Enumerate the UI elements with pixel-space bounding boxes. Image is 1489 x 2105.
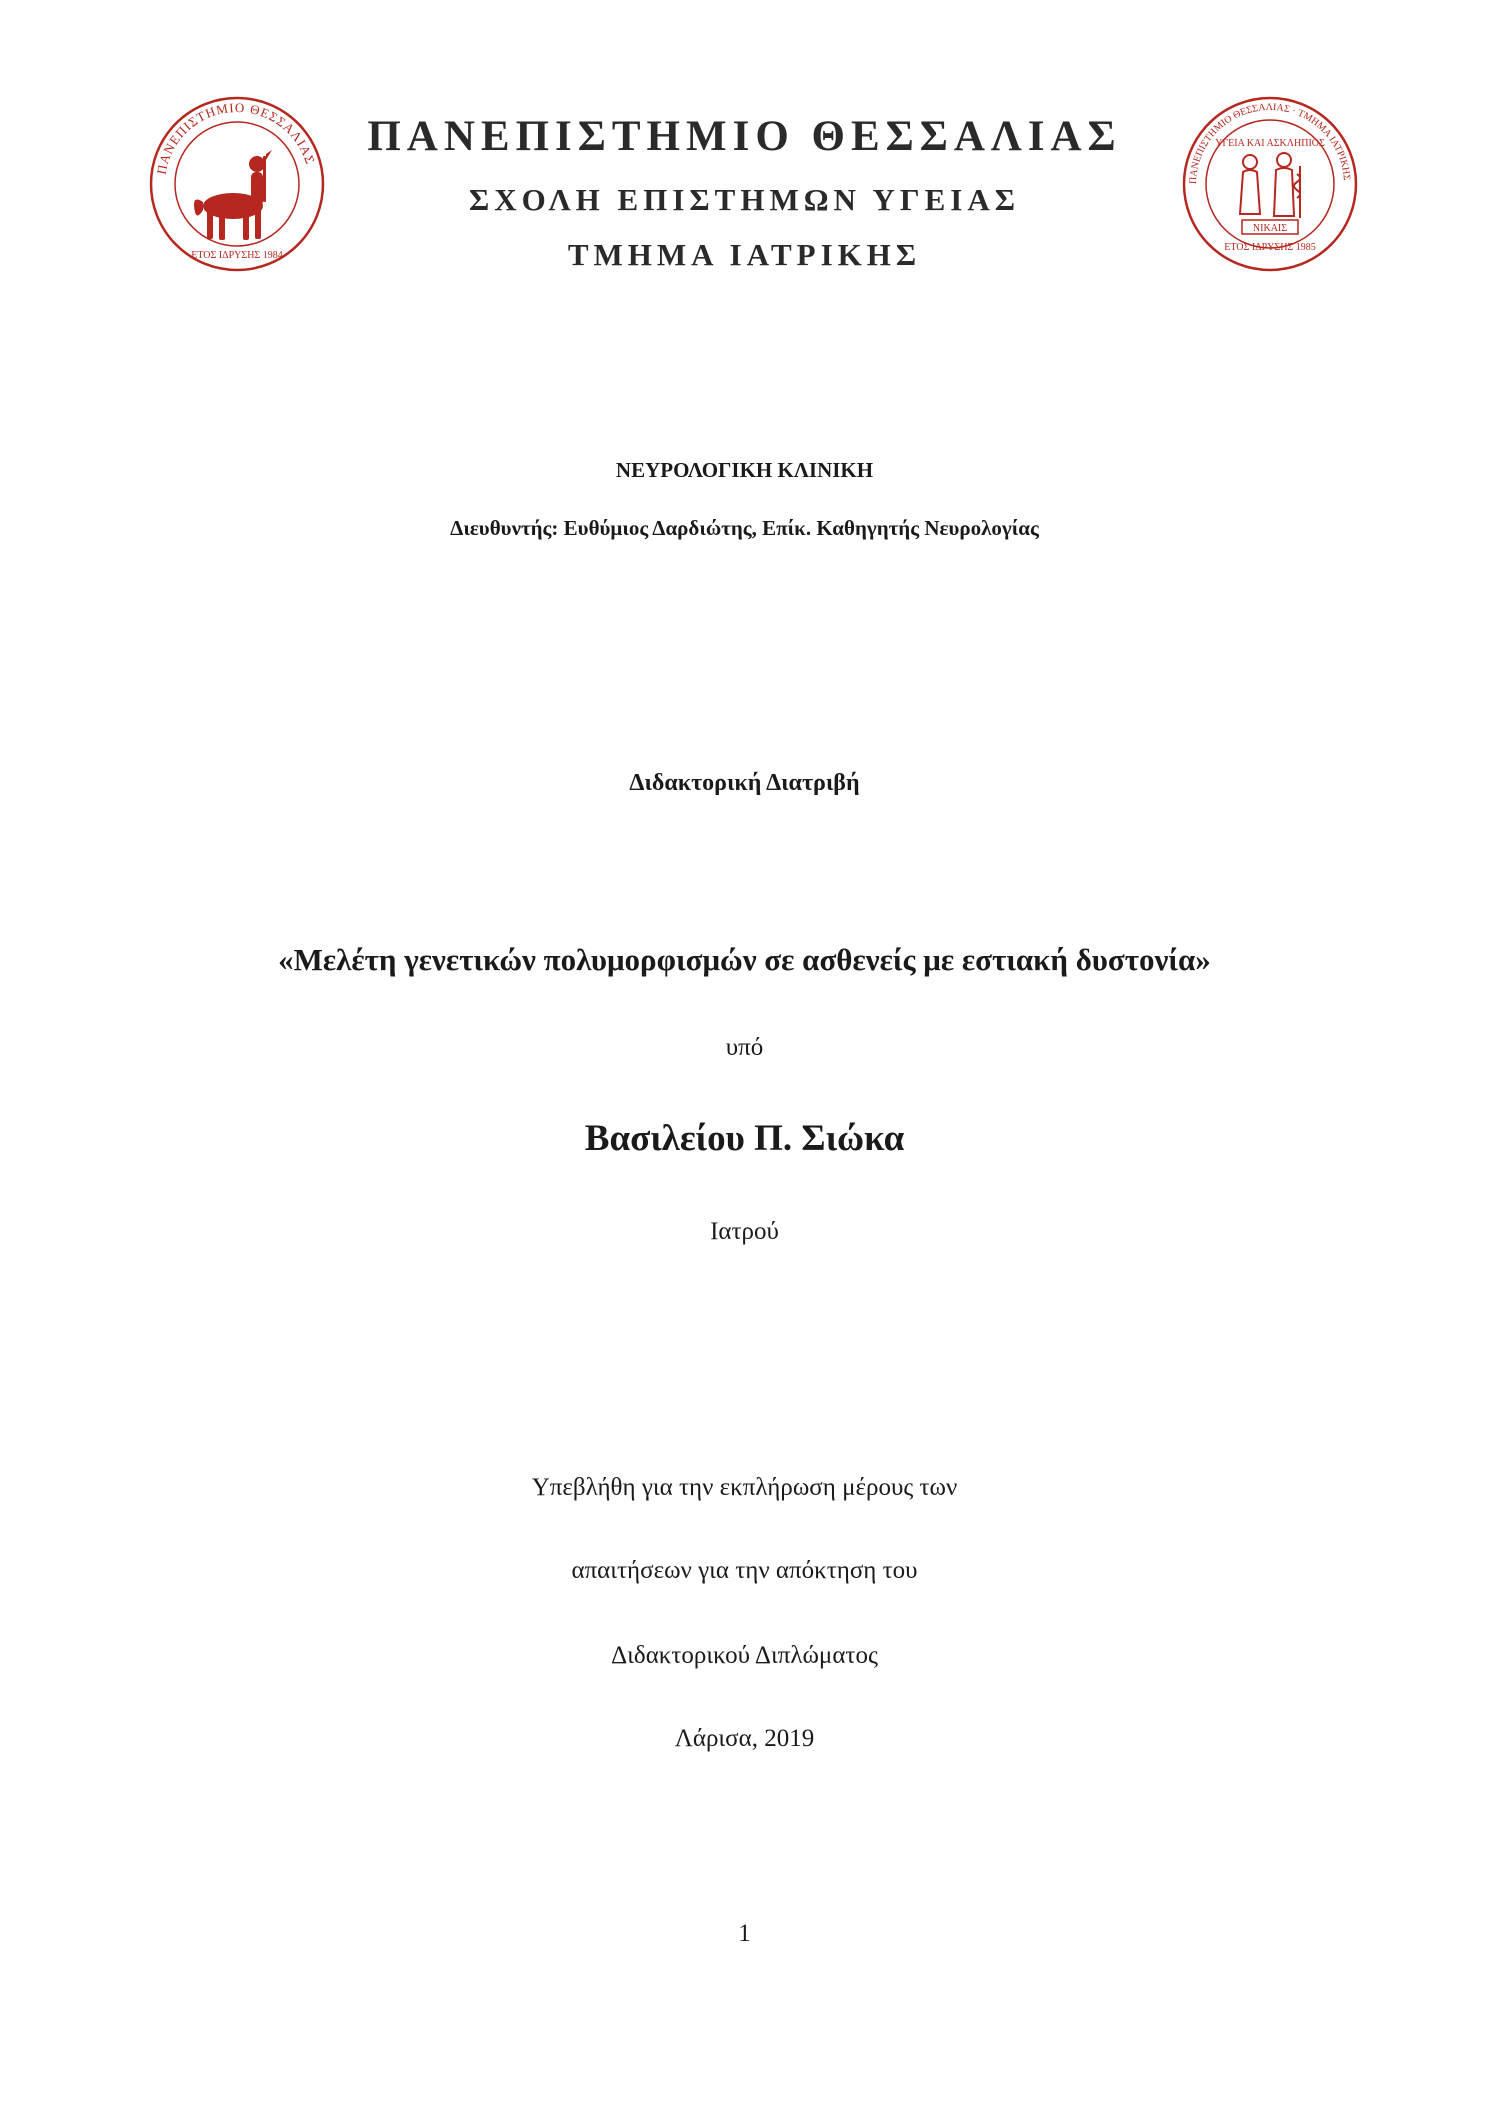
page-number: 1 [738, 1920, 751, 1947]
svg-text:ΥΓΕΙΑ ΚΑΙ ΑΣΚΛΗΠΙΟΣ: ΥΓΕΙΑ ΚΑΙ ΑΣΚΛΗΠΙΟΣ [1215, 138, 1325, 149]
submission-line-2: απαιτήσεων για την απόκτηση του [571, 1557, 918, 1584]
clinic-name: ΝΕΥΡΟΛΟΓΙΚΗ ΚΛΙΝΙΚΗ [615, 458, 874, 482]
svg-text:ΝΙΚΑΙΣ: ΝΙΚΑΙΣ [1252, 223, 1288, 234]
school-name: ΣΧΟΛΗ ΕΠΙΣΤΗΜΩΝ ΥΓΕΙΑΣ [468, 182, 1021, 217]
place-date: Λάρισα, 2019 [674, 1725, 815, 1752]
svg-text:ΠΑΝΕΠΙΣΤΗΜΙΟ ΘΕΣΣΑΛΙΑΣ · ΤΜΗΜΑ: ΠΑΝΕΠΙΣΤΗΜΙΟ ΘΕΣΣΑΛΙΑΣ · ΤΜΗΜΑ ΙΑΤΡΙΚΗΣ [1187, 101, 1352, 185]
author-role: Ιατρού [710, 1218, 779, 1245]
by-label: υπό [725, 1034, 764, 1061]
thesis-title: «Μελέτη γενετικών πολυμορφισμών σε ασθενείς με εστιακή δυστονία» [278, 942, 1211, 977]
thesis-type: Διδακτορική Διατριβή [629, 770, 860, 796]
svg-text:ΕΤΟΣ ΙΔΡΥΣΗΣ 1984: ΕΤΟΣ ΙΔΡΥΣΗΣ 1984 [191, 250, 283, 261]
clinic-director: Διευθυντής: Ευθύμιος Δαρδιώτης, Επίκ. Καθηγητής Νευρολογίας [450, 516, 1039, 540]
svg-text:ΕΤΟΣ ΙΔΡΥΣΗΣ 1985: ΕΤΟΣ ΙΔΡΥΣΗΣ 1985 [1224, 242, 1316, 253]
submission-line-3: Διδακτορικού Διπλώματος [611, 1642, 878, 1669]
author-name: Βασιλείου Π. Σιώκα [584, 1118, 905, 1159]
submission-line-1: Υπεβλήθη για την εκπλήρωση μέρους των [531, 1474, 958, 1501]
svg-text:ΠΑΝΕΠΙΣΤΗΜΙΟ ΘΕΣΣΑΛΙΑΣ: ΠΑΝΕΠΙΣΤΗΜΙΟ ΘΕΣΣΑΛΙΑΣ [153, 99, 319, 176]
department-name: ΤΜΗΜΑ ΙΑΤΡΙΚΗΣ [567, 237, 922, 272]
university-name: ΠΑΝΕΠΙΣΤΗΜΙΟ ΘΕΣΣΑΛΙΑΣ [367, 113, 1122, 160]
